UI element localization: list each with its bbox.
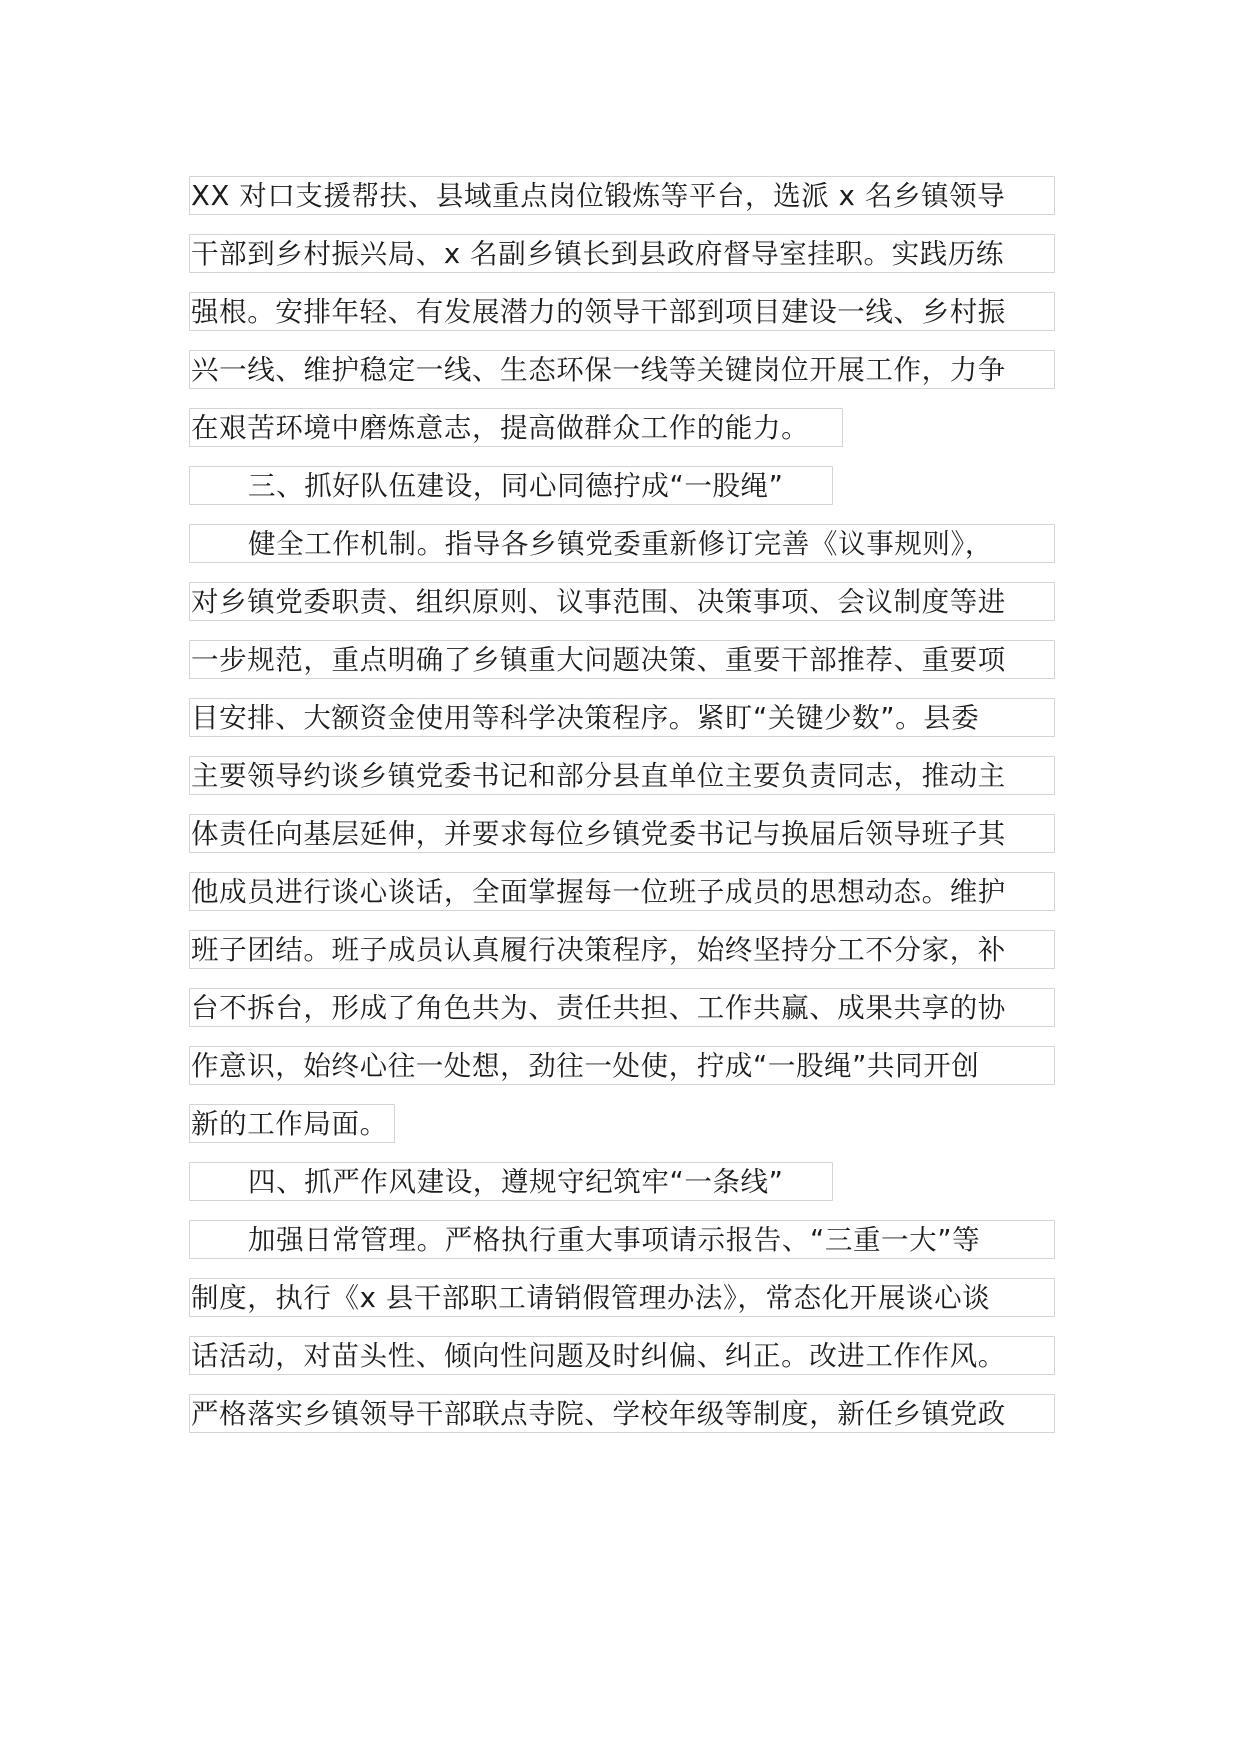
paragraph-first-line: 健全工作机制。指导各乡镇党委重新修订完善《议事规则》， (189, 524, 1055, 563)
paragraph-first-line: 加强日常管理。严格执行重大事项请示报告、“三重一大”等 (189, 1220, 1055, 1259)
text-line: 强根。安排年轻、有发展潜力的领导干部到项目建设一线、乡村振 (189, 292, 1055, 331)
text-line: 班子团结。班子成员认真履行决策程序，始终坚持分工不分家，补 (189, 930, 1055, 969)
text-line: 新的工作局面。 (189, 1104, 395, 1143)
text-line: 台不拆台，形成了角色共为、责任共担、工作共赢、成果共享的协 (189, 988, 1055, 1027)
text-line: 在艰苦环境中磨炼意志，提高做群众工作的能力。 (189, 408, 843, 447)
text-line: 他成员进行谈心谈话，全面掌握每一位班子成员的思想动态。维护 (189, 872, 1055, 911)
text-line: 对乡镇党委职责、组织原则、议事范围、决策事项、会议制度等进 (189, 582, 1055, 621)
text-line: 兴一线、维护稳定一线、生态环保一线等关键岗位开展工作，力争 (189, 350, 1055, 389)
section-heading: 四、抓严作风建设，遵规守纪筑牢“一条线” (189, 1162, 833, 1201)
text-line: 严格落实乡镇领导干部联点寺院、学校年级等制度，新任乡镇党政 (189, 1394, 1055, 1433)
section-heading: 三、抓好队伍建设，同心同德拧成“一股绳” (189, 466, 833, 505)
text-line: 目安排、大额资金使用等科学决策程序。紧盯“关键少数”。县委 (189, 698, 1055, 737)
text-line: 主要领导约谈乡镇党委书记和部分县直单位主要负责同志，推动主 (189, 756, 1055, 795)
text-line: 干部到乡村振兴局、x 名副乡镇长到县政府督导室挂职。实践历练 (189, 234, 1055, 273)
text-line: 作意识，始终心往一处想，劲往一处使，拧成“一股绳”共同开创 (189, 1046, 1055, 1085)
text-line: 一步规范，重点明确了乡镇重大问题决策、重要干部推荐、重要项 (189, 640, 1055, 679)
text-line: 制度，执行《x 县干部职工请销假管理办法》，常态化开展谈心谈 (189, 1278, 1055, 1317)
text-line: 体责任向基层延伸，并要求每位乡镇党委书记与换届后领导班子其 (189, 814, 1055, 853)
text-line: 话活动，对苗头性、倾向性问题及时纠偏、纠正。改进工作作风。 (189, 1336, 1055, 1375)
text-line: XX 对口支援帮扶、县域重点岗位锻炼等平台，选派 x 名乡镇领导 (189, 176, 1055, 215)
